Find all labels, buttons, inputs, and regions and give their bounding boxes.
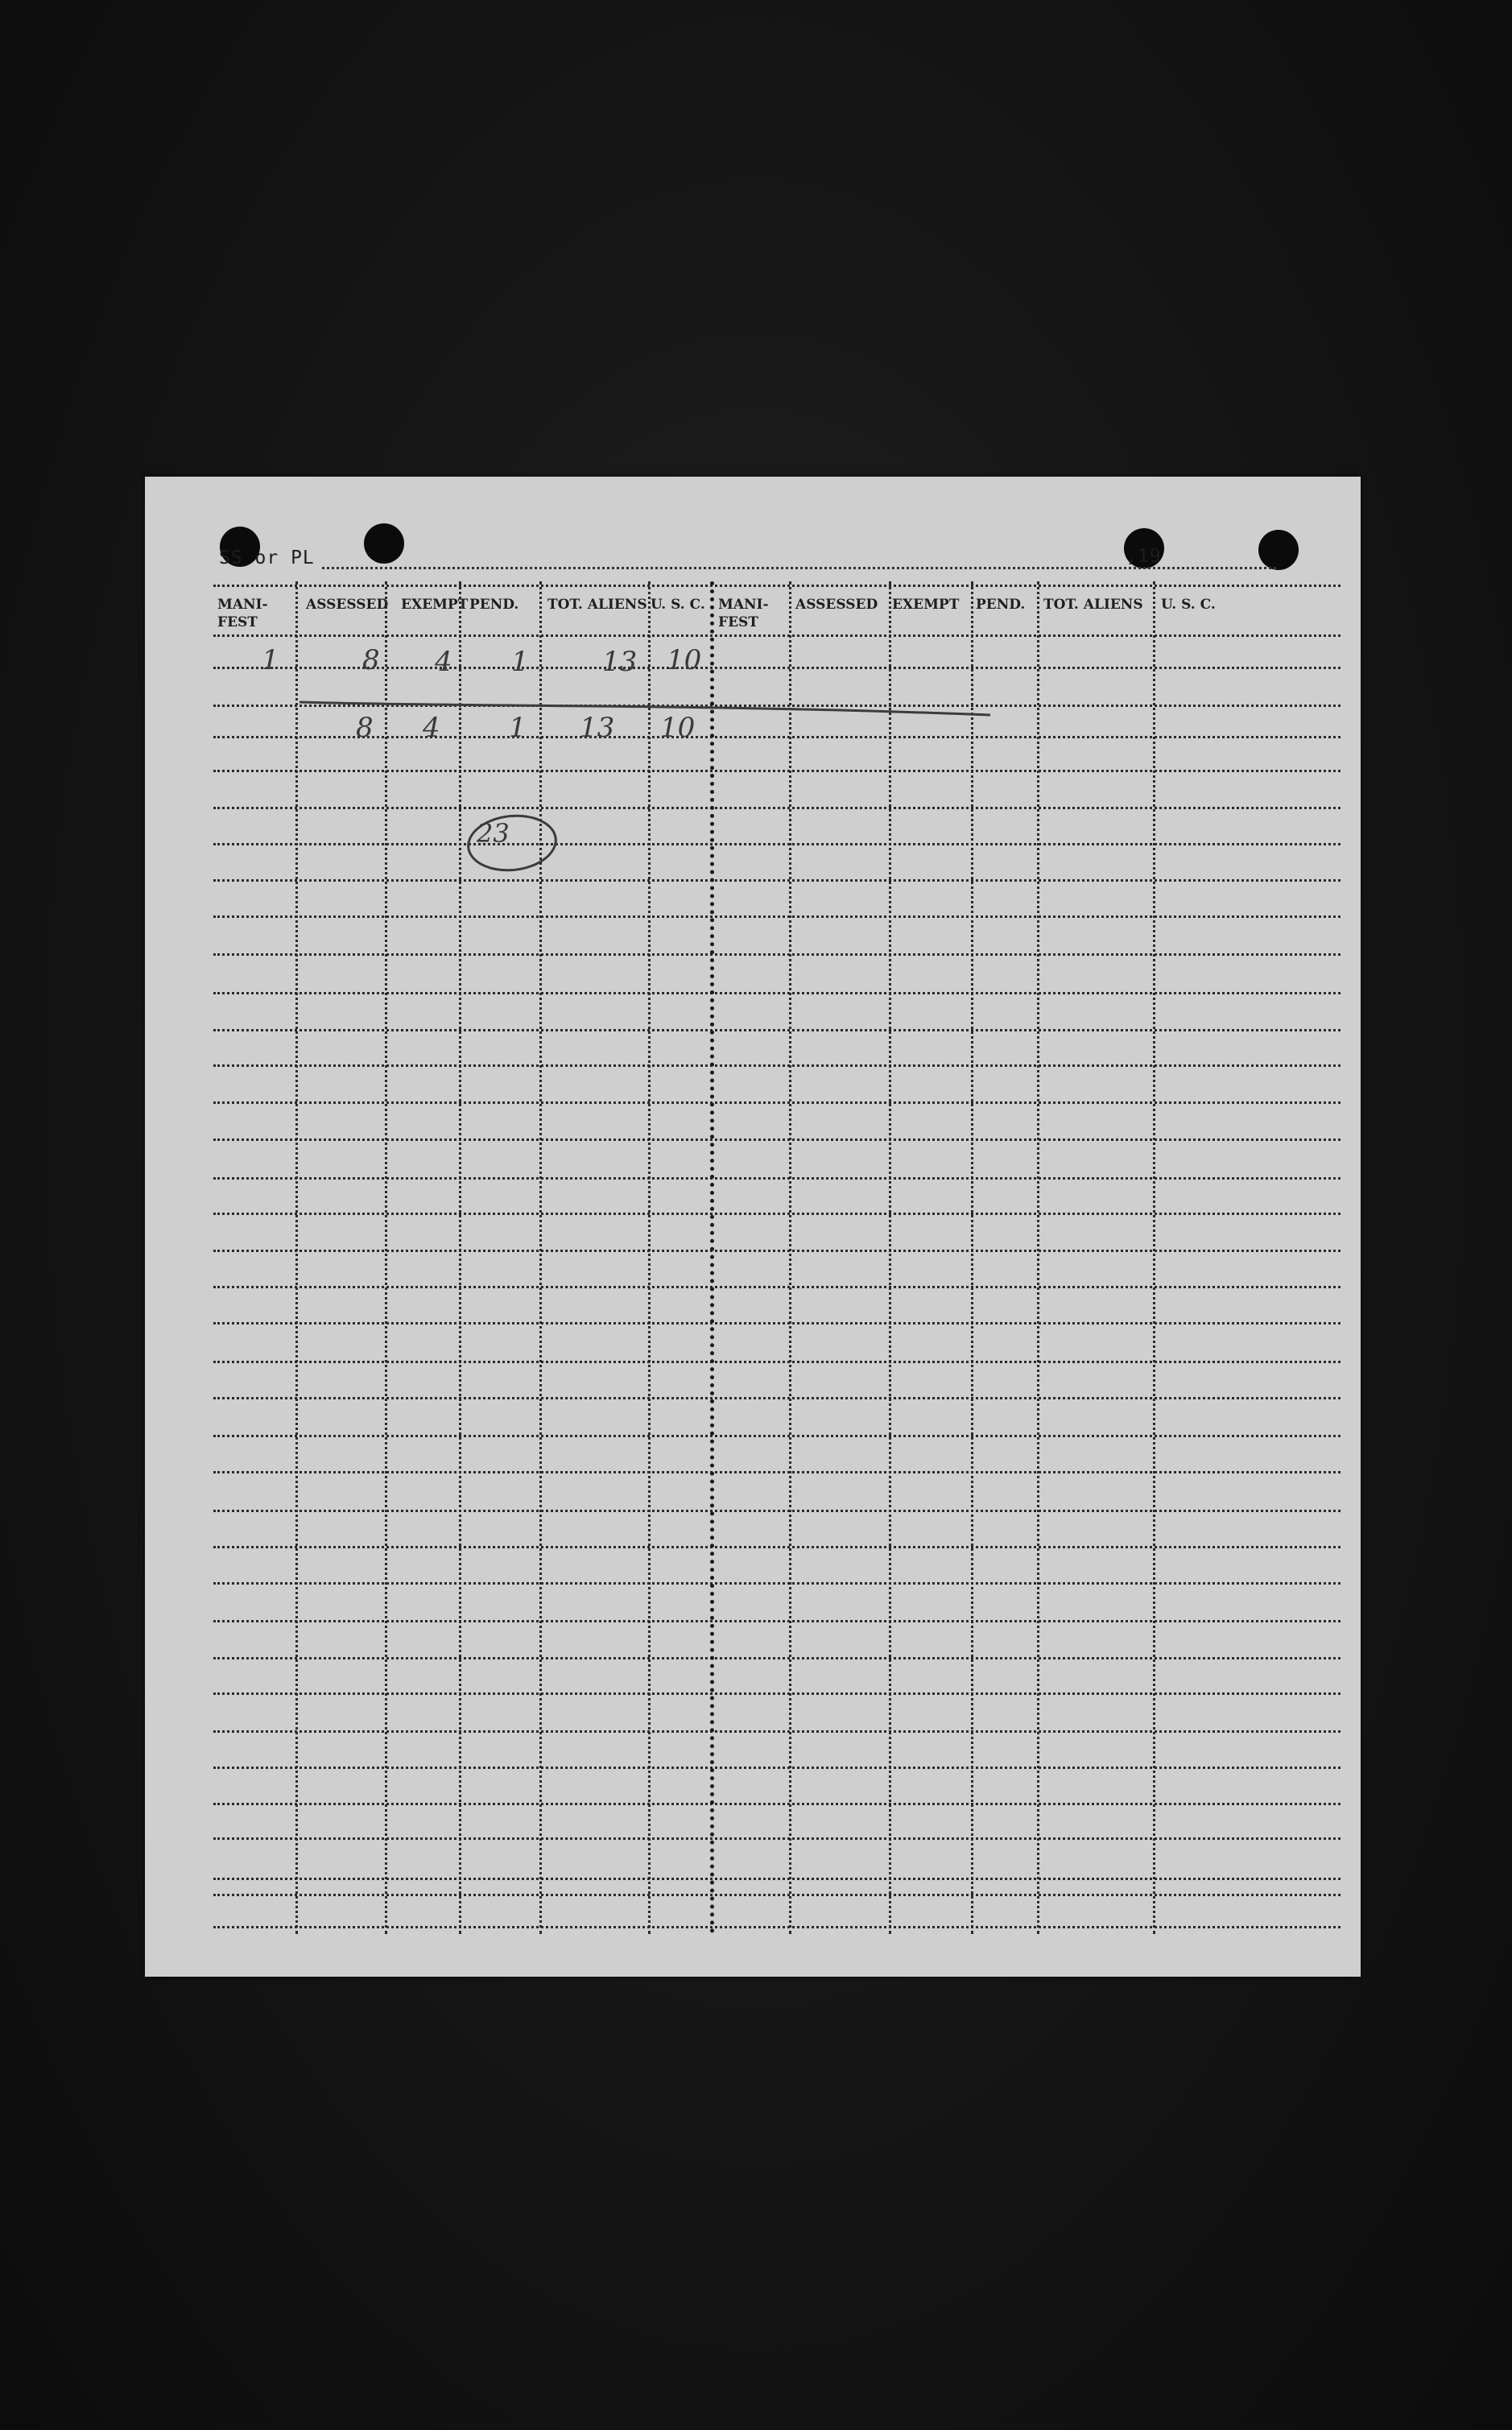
entry-usc: 10: [667, 644, 702, 676]
grid-row-line: [213, 1657, 1341, 1659]
entry-manifest: 1: [262, 644, 279, 676]
col-pend-left: PEND.: [469, 597, 519, 613]
grid-row-line: [213, 1546, 1341, 1548]
col-tot-aliens-left: TOT. ALIENS: [547, 597, 647, 613]
grid-row-line: [213, 1322, 1341, 1325]
grid-row-line: [213, 1837, 1341, 1840]
grid-row-line: [213, 1177, 1341, 1180]
grid-row-line: [213, 1286, 1341, 1288]
grid-row-line: [213, 1029, 1341, 1031]
grid-row-line: [213, 1620, 1341, 1622]
grid-column-line: [971, 581, 973, 1934]
grid-row-line: [213, 1692, 1341, 1695]
grid-row-line: [213, 915, 1341, 918]
ss-fill-line: [322, 567, 1276, 569]
grid-column-line: [385, 581, 387, 1934]
grid-row-line: [213, 1064, 1341, 1067]
grid-row-line: [213, 585, 1341, 587]
grid-column-line: [459, 581, 461, 1934]
grid-row-line: [213, 1730, 1341, 1733]
col-exempt-left: EXEMPT: [401, 597, 469, 613]
grid-column-line: [539, 581, 542, 1934]
grid-row-line: [213, 770, 1341, 772]
grid-row-line: [213, 1878, 1341, 1880]
manifest-form-sheet: [145, 477, 1361, 1977]
grid-row-line: [213, 992, 1341, 994]
grid-row-line: [213, 1250, 1341, 1252]
col-usc-left: U. S. C.: [651, 597, 705, 613]
circled-total: 23: [477, 818, 510, 849]
grid-row-line: [213, 953, 1341, 956]
grid-column-line: [1153, 581, 1155, 1934]
grid-row-line: [213, 1361, 1341, 1363]
col-assessed-right: ASSESSED: [795, 597, 878, 613]
grid-row-line: [213, 1139, 1341, 1141]
ss-or-pl-label: SS or PL: [219, 548, 315, 568]
total-assessed: 8: [356, 712, 374, 744]
grid-row-line: [213, 843, 1341, 845]
grid-row-line: [213, 1894, 1341, 1896]
col-manifest-left: MANI- FEST: [217, 597, 268, 630]
total-underline: [298, 692, 1006, 717]
grid-column-line: [1037, 581, 1039, 1934]
entry-pend: 1: [511, 646, 529, 678]
grid-row-line: [213, 667, 1341, 669]
grid-column-line: [789, 581, 791, 1934]
grid-row-line: [213, 807, 1341, 809]
grid-row-line: [213, 1213, 1341, 1215]
col-pend-right: PEND.: [976, 597, 1026, 613]
total-exempt: 4: [423, 712, 440, 744]
total-usc: 10: [660, 712, 696, 744]
grid-column-line: [648, 581, 651, 1934]
col-tot-aliens-right: TOT. ALIENS: [1043, 597, 1143, 613]
grid-column-line: [889, 581, 891, 1934]
grid-row-line: [213, 1582, 1341, 1585]
punch-hole: [1258, 530, 1299, 570]
punch-hole: [364, 523, 404, 564]
col-usc-right: U. S. C.: [1161, 597, 1216, 613]
date-suffix: ,19: [1126, 546, 1162, 567]
entry-exempt: 4: [435, 646, 452, 678]
col-manifest-right: MANI- FEST: [718, 597, 769, 630]
grid-row-line: [213, 1767, 1341, 1769]
grid-row-line: [213, 1471, 1341, 1473]
total-tot-aliens: 13: [580, 712, 615, 744]
grid-column-line: [710, 581, 714, 1934]
entry-assessed: 8: [362, 644, 380, 676]
grid-column-line: [295, 581, 298, 1934]
grid-row-line: [213, 634, 1341, 637]
col-assessed-left: ASSESSED: [306, 597, 389, 613]
grid-row-line: [213, 1397, 1341, 1399]
grid-row-line: [213, 1926, 1341, 1928]
grid-row-line: [213, 1803, 1341, 1805]
grid-row-line: [213, 1435, 1341, 1437]
grid-row-line: [213, 1101, 1341, 1104]
col-exempt-right: EXEMPT: [892, 597, 960, 613]
grid-row-line: [213, 1510, 1341, 1512]
entry-tot-aliens: 13: [602, 646, 638, 678]
total-pend: 1: [509, 712, 527, 744]
grid-row-line: [213, 736, 1341, 738]
grid-row-line: [213, 879, 1341, 882]
